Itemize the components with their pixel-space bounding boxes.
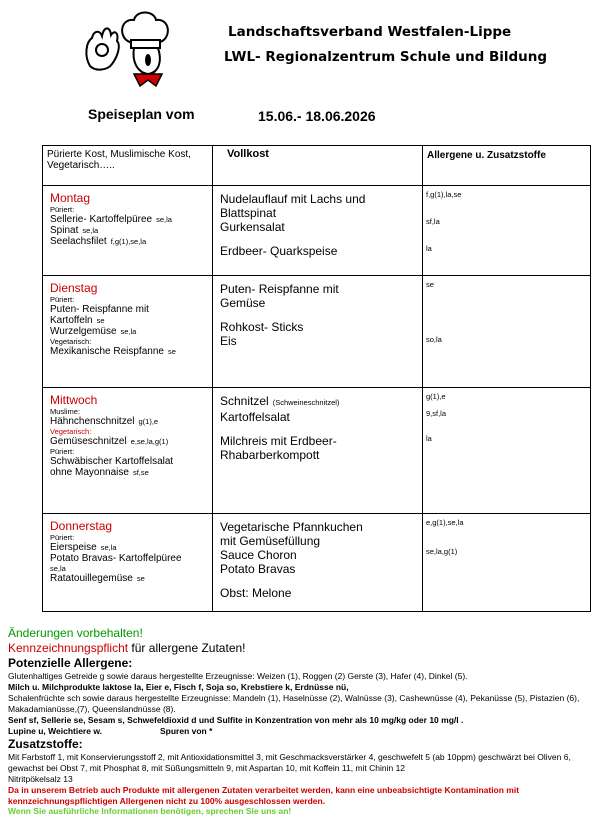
diet-item (50, 542, 208, 553)
spacer (220, 576, 418, 586)
meal-item (220, 244, 418, 258)
chef-logo (78, 8, 178, 88)
diet-item-allergens: se,la (82, 226, 99, 235)
spacer (220, 310, 418, 320)
meal-item-text: Sauce Choron (220, 548, 297, 562)
diet-item-allergens: g(1),e (138, 417, 159, 426)
meal-item-text: Puten- Reispfanne mit (220, 282, 339, 296)
diet-item (50, 304, 208, 315)
meal-item (220, 220, 418, 234)
allergen-line-mustard: Senf sf, Sellerie se, Sesam s, Schwefeldioxid d und Sulfite in Konzentration von mehr als 10 mg/kg oder 10 mg/l . (8, 715, 464, 725)
diet-item (50, 346, 208, 357)
diet-item (50, 467, 208, 478)
diet-subheading: Muslime: (50, 407, 81, 416)
meal-item-text: Potato Bravas (220, 562, 296, 576)
diet-item-allergens: se (167, 347, 176, 356)
allergen-codes: sf,la (426, 217, 440, 226)
meal-item (220, 586, 418, 600)
diet-item-allergens: se,la (156, 215, 172, 224)
day-name: Montag (50, 191, 91, 205)
vollkost-cell (213, 276, 423, 388)
diet-subheading: Püriert: (50, 295, 75, 304)
diet-item-text: Sellerie- Kartoffelpüree (50, 214, 153, 225)
speiseplan-label: Speiseplan vom (88, 106, 195, 122)
allergen-line-nuts (8, 693, 600, 715)
diet-item (50, 225, 208, 236)
diet-item-allergens: se,la (50, 564, 66, 573)
meal-item-text: Gemüse (220, 296, 266, 310)
table-header-row (43, 146, 591, 186)
meal-item-text: Eis (220, 334, 237, 348)
special-diet-cell (43, 186, 213, 276)
meal-item-text: Rhabarberkompott (220, 448, 320, 462)
spacer (220, 234, 418, 244)
meal-item-note: (Schweineschnitzel) (272, 398, 340, 407)
allergen-line-milk: Milch u. Milchprodukte laktose la, Eier e, Fisch f, Soja so, Krebstiere k, Erdnüsse nü, (8, 682, 349, 692)
diet-item-text: Puten- Reispfanne mit (50, 304, 149, 315)
diet-item-allergens: se (96, 316, 105, 325)
diet-subheading: Püriert: (50, 447, 75, 456)
day-name: Dienstag (50, 281, 98, 295)
allergen-line-lupine (8, 726, 600, 737)
allergen-codes: se (426, 280, 434, 289)
diet-item-text: Eierspeise (50, 542, 97, 553)
day-row (43, 514, 591, 612)
meal-item-text: Kartoffelsalat (220, 410, 290, 424)
day-row (43, 388, 591, 514)
org-name-line1: Landschaftsverband Westfalen-Lippe (228, 24, 512, 40)
allergen-line-nuts-text: Schalenfrüchte sch sowie daraus hergestellte Erzeugnisse: Mandeln (1), Haselnüsse (2), Walnüsse (3), Cashewnüsse (4), Pekanüsse (5), Pistazien (6), Makadamianüsse,(7), Queenslandnüsse (8). (8, 693, 580, 714)
diet-item (50, 214, 208, 225)
diet-item (50, 315, 208, 326)
vollkost-cell (213, 514, 423, 612)
diet-item (50, 236, 208, 247)
allergen-codes: se,la,g(1) (426, 547, 458, 556)
allergens-cell (423, 514, 591, 612)
diet-item-text: Potato Bravas- Kartoffelpüree (50, 553, 182, 564)
contamination-notice: Da in unserem Betrieb auch Produkte mit allergenen Zutaten verarbeitet werden, kann eine unbeabsichtigte Kontamination mit kennzeichnungspflichtigen Allergenen nicht zu 100% ausgeschlossen werden. (8, 785, 520, 806)
meal-item (220, 394, 418, 410)
menu-table (42, 145, 591, 612)
labeling-rest: für allergene Zutaten! (128, 641, 246, 655)
day-name: Mittwoch (50, 393, 98, 407)
day-name: Donnerstag (50, 519, 113, 533)
diet-item-text: Schwäbischer Kartoffelsalat (50, 456, 174, 467)
diet-item-allergens: se,la (100, 543, 117, 552)
diet-item-text: Seelachsfilet (50, 236, 107, 247)
diet-item-text: Gemüseschnitzel (50, 436, 127, 447)
diet-item-allergens: se (136, 574, 145, 583)
meal-item (220, 448, 418, 462)
meal-item (220, 534, 418, 548)
meal-item (220, 548, 418, 562)
diet-subheading: Vegetarisch: (50, 337, 92, 346)
special-diet-cell (43, 388, 213, 514)
day-row (43, 276, 591, 388)
meal-item (220, 282, 418, 296)
diet-item-allergens: f,g(1),se,la (110, 237, 147, 246)
allergens-cell (423, 276, 591, 388)
allergens-cell (423, 388, 591, 514)
allergen-codes: so,la (426, 335, 442, 344)
allergens-title (8, 656, 132, 670)
special-diet-cell (43, 514, 213, 612)
allergen-codes: 9,sf,la (426, 409, 447, 418)
diet-item-allergens: se,la (120, 327, 137, 336)
allergen-codes: la (426, 434, 432, 443)
diet-subheading: Vegetarisch: (50, 427, 92, 436)
meal-item (220, 334, 418, 348)
meal-item (220, 192, 418, 206)
meal-item-text: Rohkost- Sticks (220, 320, 304, 334)
additives-title: Zusatzstoffe: (8, 737, 83, 751)
additives-line-2: Nitritpökelsalz 13 (8, 774, 73, 784)
meal-item (220, 434, 418, 448)
meal-item (220, 562, 418, 576)
diet-item-text: Mexikanische Reispfanne (50, 346, 164, 357)
labeling-required: Kennzeichnungspflicht (8, 641, 129, 655)
diet-item-text: Ratatouillegemüse (50, 573, 133, 584)
header-vollkost: Vollkost (213, 146, 423, 186)
meal-item (220, 410, 418, 424)
date-range: 15.06.- 18.06.2026 (258, 108, 376, 124)
day-row (43, 186, 591, 276)
diet-item (50, 573, 208, 584)
diet-item (50, 456, 208, 467)
allergen-line-gluten: Glutenhaltiges Getreide g sowie daraus hergestellte Erzeugnisse: Weizen (1), Roggen (2) Gerste (3), Hafer (4), Dinkel (5). (8, 671, 468, 681)
diet-item-text: ohne Mayonnaise (50, 467, 129, 478)
meal-item-text: Milchreis mit Erdbeer- (220, 434, 337, 448)
additives-list (8, 752, 598, 785)
diet-item (50, 416, 208, 427)
meal-item-text: mit Gemüsefüllung (220, 534, 321, 548)
meal-item-text: Schnitzel (220, 394, 269, 408)
diet-subheading: Püriert: (50, 533, 75, 542)
changes-notice: Änderungen vorbehalten! (8, 626, 143, 640)
allergen-codes: e,g(1),se,la (426, 518, 464, 527)
allergens-list (8, 671, 600, 737)
info-notice: Wenn Sie ausführliche Informationen benötigen, sprechen Sie uns an! (8, 806, 292, 816)
diet-subheading: Püriert: (50, 205, 75, 214)
allergen-codes: f,g(1),la,se (426, 190, 462, 199)
meal-item-text: Obst: Melone (220, 586, 292, 600)
diet-item-text: Kartoffeln (50, 315, 93, 326)
diet-item (50, 326, 208, 337)
labeling-notice (8, 641, 246, 655)
diet-item (50, 436, 208, 447)
special-diet-cell (43, 276, 213, 388)
org-name-line2: LWL- Regionalzentrum Schule und Bildung (224, 49, 548, 65)
additives-line-1: Mit Farbstoff 1, mit Konservierungsstoff 2, mit Antioxidationsmittel 3, mit Geschmacksverstärker 4, geschwefelt 5 (ab 10ppm) geschwärzt bei Oliven 6, gewachst bei Obst 7, mit Phosphat 8, mit Süßungsmitteln 9, mit Aspartan 10, mit Koffein 11, mit Chinin 12 (8, 752, 571, 773)
meal-item (220, 296, 418, 310)
allergen-lupine-text: Lupine u, Weichtiere w. (8, 726, 102, 736)
meal-item-text: Erdbeer- Quarkspeise (220, 244, 338, 258)
meal-item-text: Gurkensalat (220, 220, 285, 234)
meal-item-text: Nudelauflauf mit Lachs und (220, 192, 366, 206)
allergens-title-text: Potenzielle Allergene (8, 656, 129, 670)
diet-item-text: Wurzelgemüse (50, 326, 117, 337)
meal-item (220, 320, 418, 334)
allergen-codes: la (426, 244, 432, 253)
diet-item (50, 553, 208, 564)
header-special-diets: Pürierte Kost, Muslimische Kost, Vegetarisch….. (43, 146, 213, 186)
diet-item-allergens: sf,se (132, 468, 149, 477)
diet-item-text: Hähnchenschnitzel (50, 416, 135, 427)
meal-item-text: Vegetarische Pfannkuchen (220, 520, 363, 534)
allergen-traces-text: Spuren von * (160, 726, 213, 736)
diet-item-allergens: e,se,la,g(1) (130, 437, 169, 446)
allergens-cell (423, 186, 591, 276)
spacer (220, 424, 418, 434)
vollkost-cell (213, 186, 423, 276)
meal-item-text: Blattspinat (220, 206, 277, 220)
meal-item (220, 520, 418, 534)
vollkost-cell (213, 388, 423, 514)
allergens-title-colon: : (128, 656, 133, 670)
diet-item-text: Spinat (50, 225, 79, 236)
header-allergens: Allergene u. Zusatzstoffe (423, 146, 591, 186)
meal-item (220, 206, 418, 220)
allergen-codes: g(1),e (426, 392, 446, 401)
